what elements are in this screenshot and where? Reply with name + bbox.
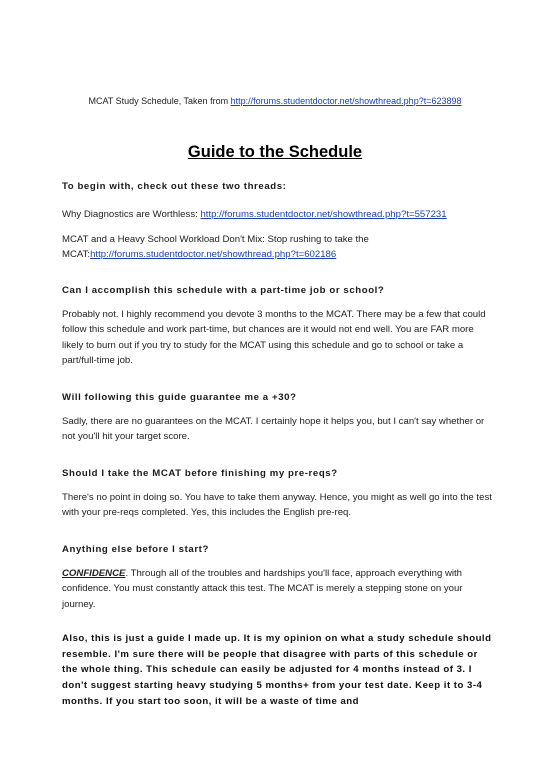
thread1-label: Why Diagnostics are Worthless: xyxy=(62,209,201,220)
thread2-line1: MCAT and a Heavy School Workload Don't Mix: Stop rushing to take the xyxy=(62,233,369,245)
thread2-paragraph xyxy=(62,232,494,263)
header-link[interactable]: http://forums.studentdoctor.net/showthread.php?t=623898 xyxy=(230,96,462,106)
thread1-link[interactable]: http://forums.studentdoctor.net/showthread.php?t=557231 xyxy=(200,209,447,220)
section-question: Anything else before I start? xyxy=(62,543,209,555)
closing-paragraph: Also, this is just a guide I made up. It is my opinion on what a study schedule should resemble. I'm sure there will be people that disagree with parts of this schedule or the whole thing. This schedule can easily be adjusted for 4 months instead of 3. I don't suggest starting heavy studying 5 months+ from your test date. Keep it to 3-4 months. If you start too soon, it will be a waste of time and xyxy=(62,633,492,707)
section-answer xyxy=(62,566,494,613)
confidence-text: . Through all of the troubles and hardships you'll face, approach everything with confidence. You must constantly attack this test. The MCAT is merely a stepping stone on your journey. xyxy=(62,567,463,610)
thread1-paragraph xyxy=(62,207,494,223)
page-header xyxy=(0,96,550,106)
thread2-label: MCAT: xyxy=(62,249,91,260)
section-answer: Probably not. I highly recommend you devote 3 months to the MCAT. There may be a few that could follow this schedule and work part-time, but chances are it would not end well. You are FAR more likely to burn out if you try to study for the MCAT using this schedule and go to school or take a part/full-time job. xyxy=(62,308,486,366)
thread2-link[interactable]: http://forums.studentdoctor.net/showthread.php?t=602186 xyxy=(90,249,337,260)
header-text: MCAT Study Schedule, Taken from xyxy=(88,96,231,106)
confidence-emphasis: CONFIDENCE xyxy=(62,567,126,579)
document-title: Guide to the Schedule xyxy=(187,143,363,161)
section-question: Can I accomplish this schedule with a part-time job or school? xyxy=(62,284,385,296)
section-question: Will following this guide guarantee me a +30? xyxy=(62,391,297,403)
section-answer: Sadly, there are no guarantees on the MCAT. I certainly hope it helps you, but I can't say whether or not you'll hit your target score. xyxy=(62,415,485,442)
intro-heading: To begin with, check out these two threads: xyxy=(62,181,287,192)
section-question: Should I take the MCAT before finishing my pre-reqs? xyxy=(62,467,338,479)
section-answer: There's no point in doing so. You have to take them anyway. Hence, you might as well go into the test with your pre-reqs completed. Yes, this includes the English pre-req. xyxy=(62,491,492,518)
document-body xyxy=(62,180,494,710)
